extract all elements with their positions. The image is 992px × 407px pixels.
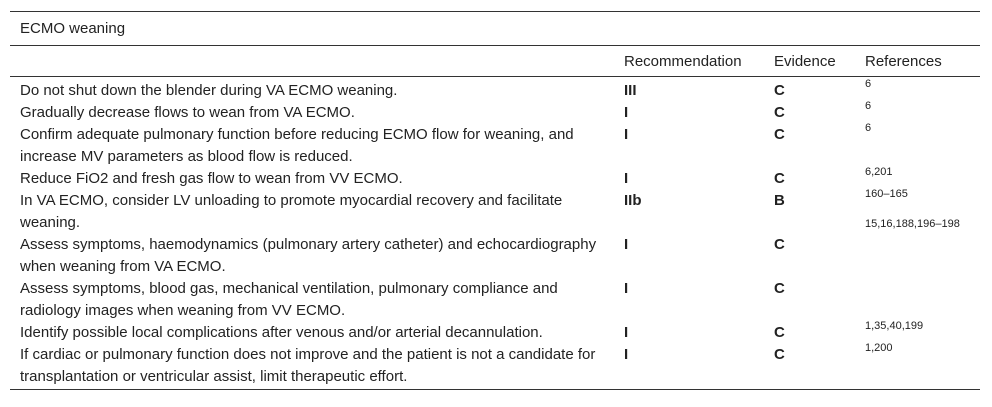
table-row bbox=[10, 190, 980, 234]
row-description: Identify possible local complications after venous and/or arterial decannulation. bbox=[20, 324, 543, 341]
table-row bbox=[10, 80, 980, 102]
row-references: 6,201 bbox=[865, 166, 893, 178]
row-evidence: C bbox=[774, 104, 785, 121]
row-evidence: C bbox=[774, 280, 785, 297]
table-body bbox=[10, 77, 980, 386]
row-recommendation: I bbox=[624, 126, 629, 143]
row-recommendation: I bbox=[624, 104, 629, 121]
table-row bbox=[10, 322, 980, 344]
row-evidence: C bbox=[774, 126, 785, 143]
header-recommendation: Recommendation bbox=[624, 53, 742, 70]
row-recommendation: I bbox=[624, 236, 629, 253]
row-recommendation: I bbox=[624, 324, 629, 341]
row-description: Assess symptoms, haemodynamics (pulmonary artery catheter) and echocardiography when weaning from VA ECMO. bbox=[20, 236, 597, 275]
row-description: Assess symptoms, blood gas, mechanical ventilation, pulmonary compliance and radiology images when weaning from VV ECMO. bbox=[20, 280, 558, 319]
row-recommendation: I bbox=[624, 280, 629, 297]
row-references: 1,35,40,199 bbox=[865, 320, 924, 332]
row-description: If cardiac or pulmonary function does not improve and the patient is not a candidate for transplantation or ventricular assist, limit therapeutic effort. bbox=[20, 346, 596, 385]
row-references: 6 bbox=[865, 100, 872, 112]
header-references: References bbox=[865, 53, 942, 70]
row-evidence: C bbox=[774, 346, 785, 363]
table-row bbox=[10, 124, 980, 168]
row-recommendation: I bbox=[624, 170, 629, 187]
row-evidence: C bbox=[774, 236, 785, 253]
row-references: 160–165 bbox=[865, 188, 908, 200]
row-description: Reduce FiO2 and fresh gas flow to wean from VV ECMO. bbox=[20, 170, 403, 187]
row-description: Gradually decrease flows to wean from VA ECMO. bbox=[20, 104, 355, 121]
table-row bbox=[10, 344, 980, 388]
table-bottom-rule bbox=[10, 389, 980, 390]
row-description: In VA ECMO, consider LV unloading to promote myocardial recovery and facilitate weaning. bbox=[20, 192, 563, 231]
row-recommendation: I bbox=[624, 346, 629, 363]
table-row bbox=[10, 278, 980, 322]
header-evidence: Evidence bbox=[774, 53, 836, 70]
ecmo-weaning-table bbox=[10, 11, 980, 386]
row-references: 6 bbox=[865, 122, 872, 134]
table-row bbox=[10, 168, 980, 190]
row-recommendation: IIb bbox=[624, 192, 642, 209]
row-description: Confirm adequate pulmonary function before reducing ECMO flow for weaning, and increase MV parameters as blood flow is reduced. bbox=[20, 126, 574, 165]
table-header-row bbox=[10, 46, 980, 77]
table-row bbox=[10, 102, 980, 124]
row-evidence: C bbox=[774, 82, 785, 99]
row-evidence: C bbox=[774, 170, 785, 187]
row-evidence: C bbox=[774, 324, 785, 341]
row-evidence: B bbox=[774, 192, 785, 209]
row-references: 1,200 bbox=[865, 342, 893, 354]
row-references: 15,16,188,196–198 bbox=[865, 218, 960, 230]
row-recommendation: III bbox=[624, 82, 637, 99]
row-description: Do not shut down the blender during VA ECMO weaning. bbox=[20, 82, 398, 99]
table-title: ECMO weaning bbox=[10, 12, 980, 46]
table-row bbox=[10, 218, 980, 278]
row-references: 6 bbox=[865, 78, 872, 90]
